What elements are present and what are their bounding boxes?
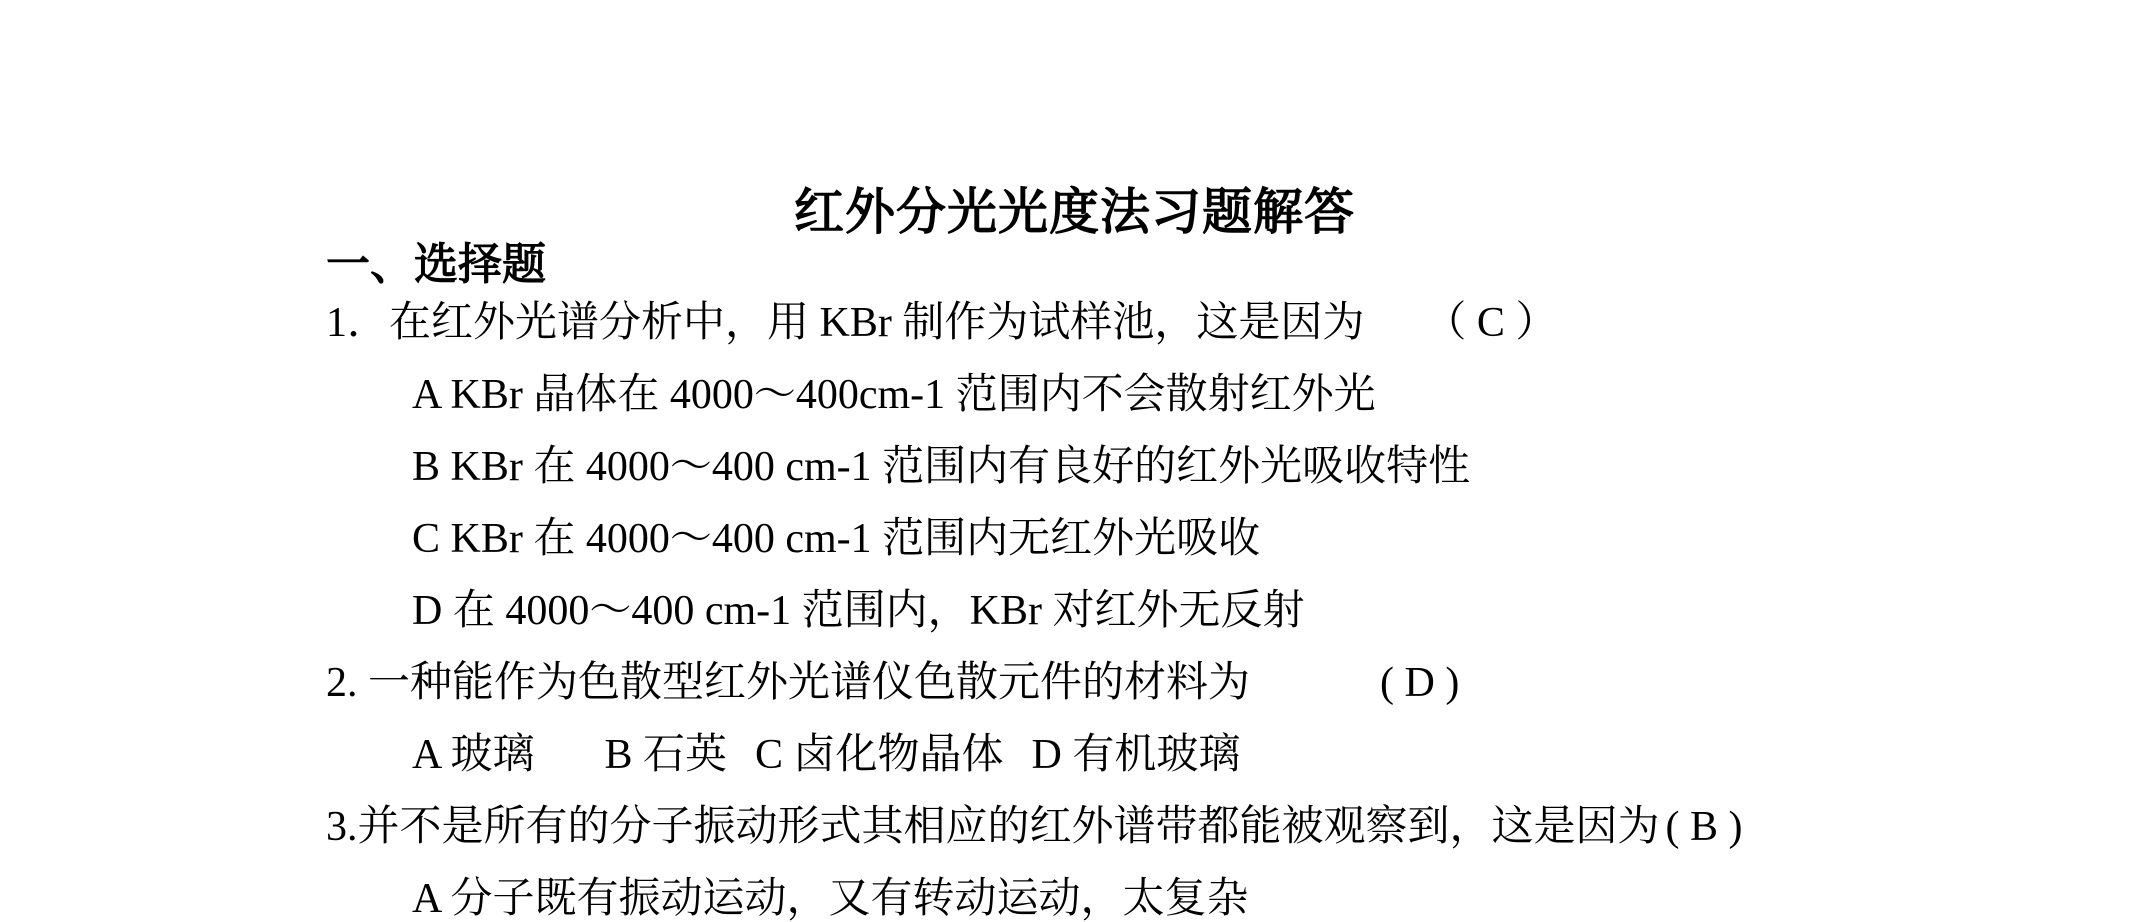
- document-title: 红外分光光度法习题解答: [794, 184, 1355, 240]
- question-2-options: [412, 734, 1240, 776]
- question-1-option-d: D 在 4000～400 cm-1 范围内，KBr 对红外无反射: [412, 588, 1305, 634]
- question-2-option-d: D 有机玻璃: [1031, 732, 1241, 778]
- question-1: [326, 302, 1557, 344]
- question-1-stem: 1．在红外光谱分析中，用 KBr 制作为试样池，这是因为: [326, 300, 1365, 346]
- question-3-stem: 3.并不是所有的分子振动形式其相应的红外谱带都能被观察到，这是因为: [326, 804, 1660, 850]
- question-3-answer: ( B ): [1665, 804, 1743, 850]
- question-1-option-a: A KBr 晶体在 4000～400cm-1 范围内不会散射红外光: [412, 372, 1376, 418]
- question-3: [326, 806, 1743, 848]
- section-heading: 一、选择题: [326, 240, 546, 289]
- question-2-option-a: A 玻璃: [412, 732, 535, 778]
- question-1-option-c: C KBr 在 4000～400 cm-1 范围内无红外光吸收: [412, 516, 1261, 562]
- question-3-option-a: A 分子既有振动运动，又有转动运动，太复杂: [412, 876, 1249, 922]
- question-2-option-b: B 石英: [604, 732, 728, 778]
- question-2-stem: 2. 一种能作为色散型红外光谱仪色散元件的材料为: [326, 660, 1251, 706]
- question-1-answer: （ C ）: [1424, 300, 1558, 346]
- question-1-option-b: B KBr 在 4000～400 cm-1 范围内有良好的红外光吸收特性: [412, 444, 1471, 490]
- question-2-option-c: C 卤化物晶体: [755, 732, 1004, 778]
- question-2: [326, 662, 1459, 704]
- question-2-answer: ( D ): [1380, 660, 1460, 706]
